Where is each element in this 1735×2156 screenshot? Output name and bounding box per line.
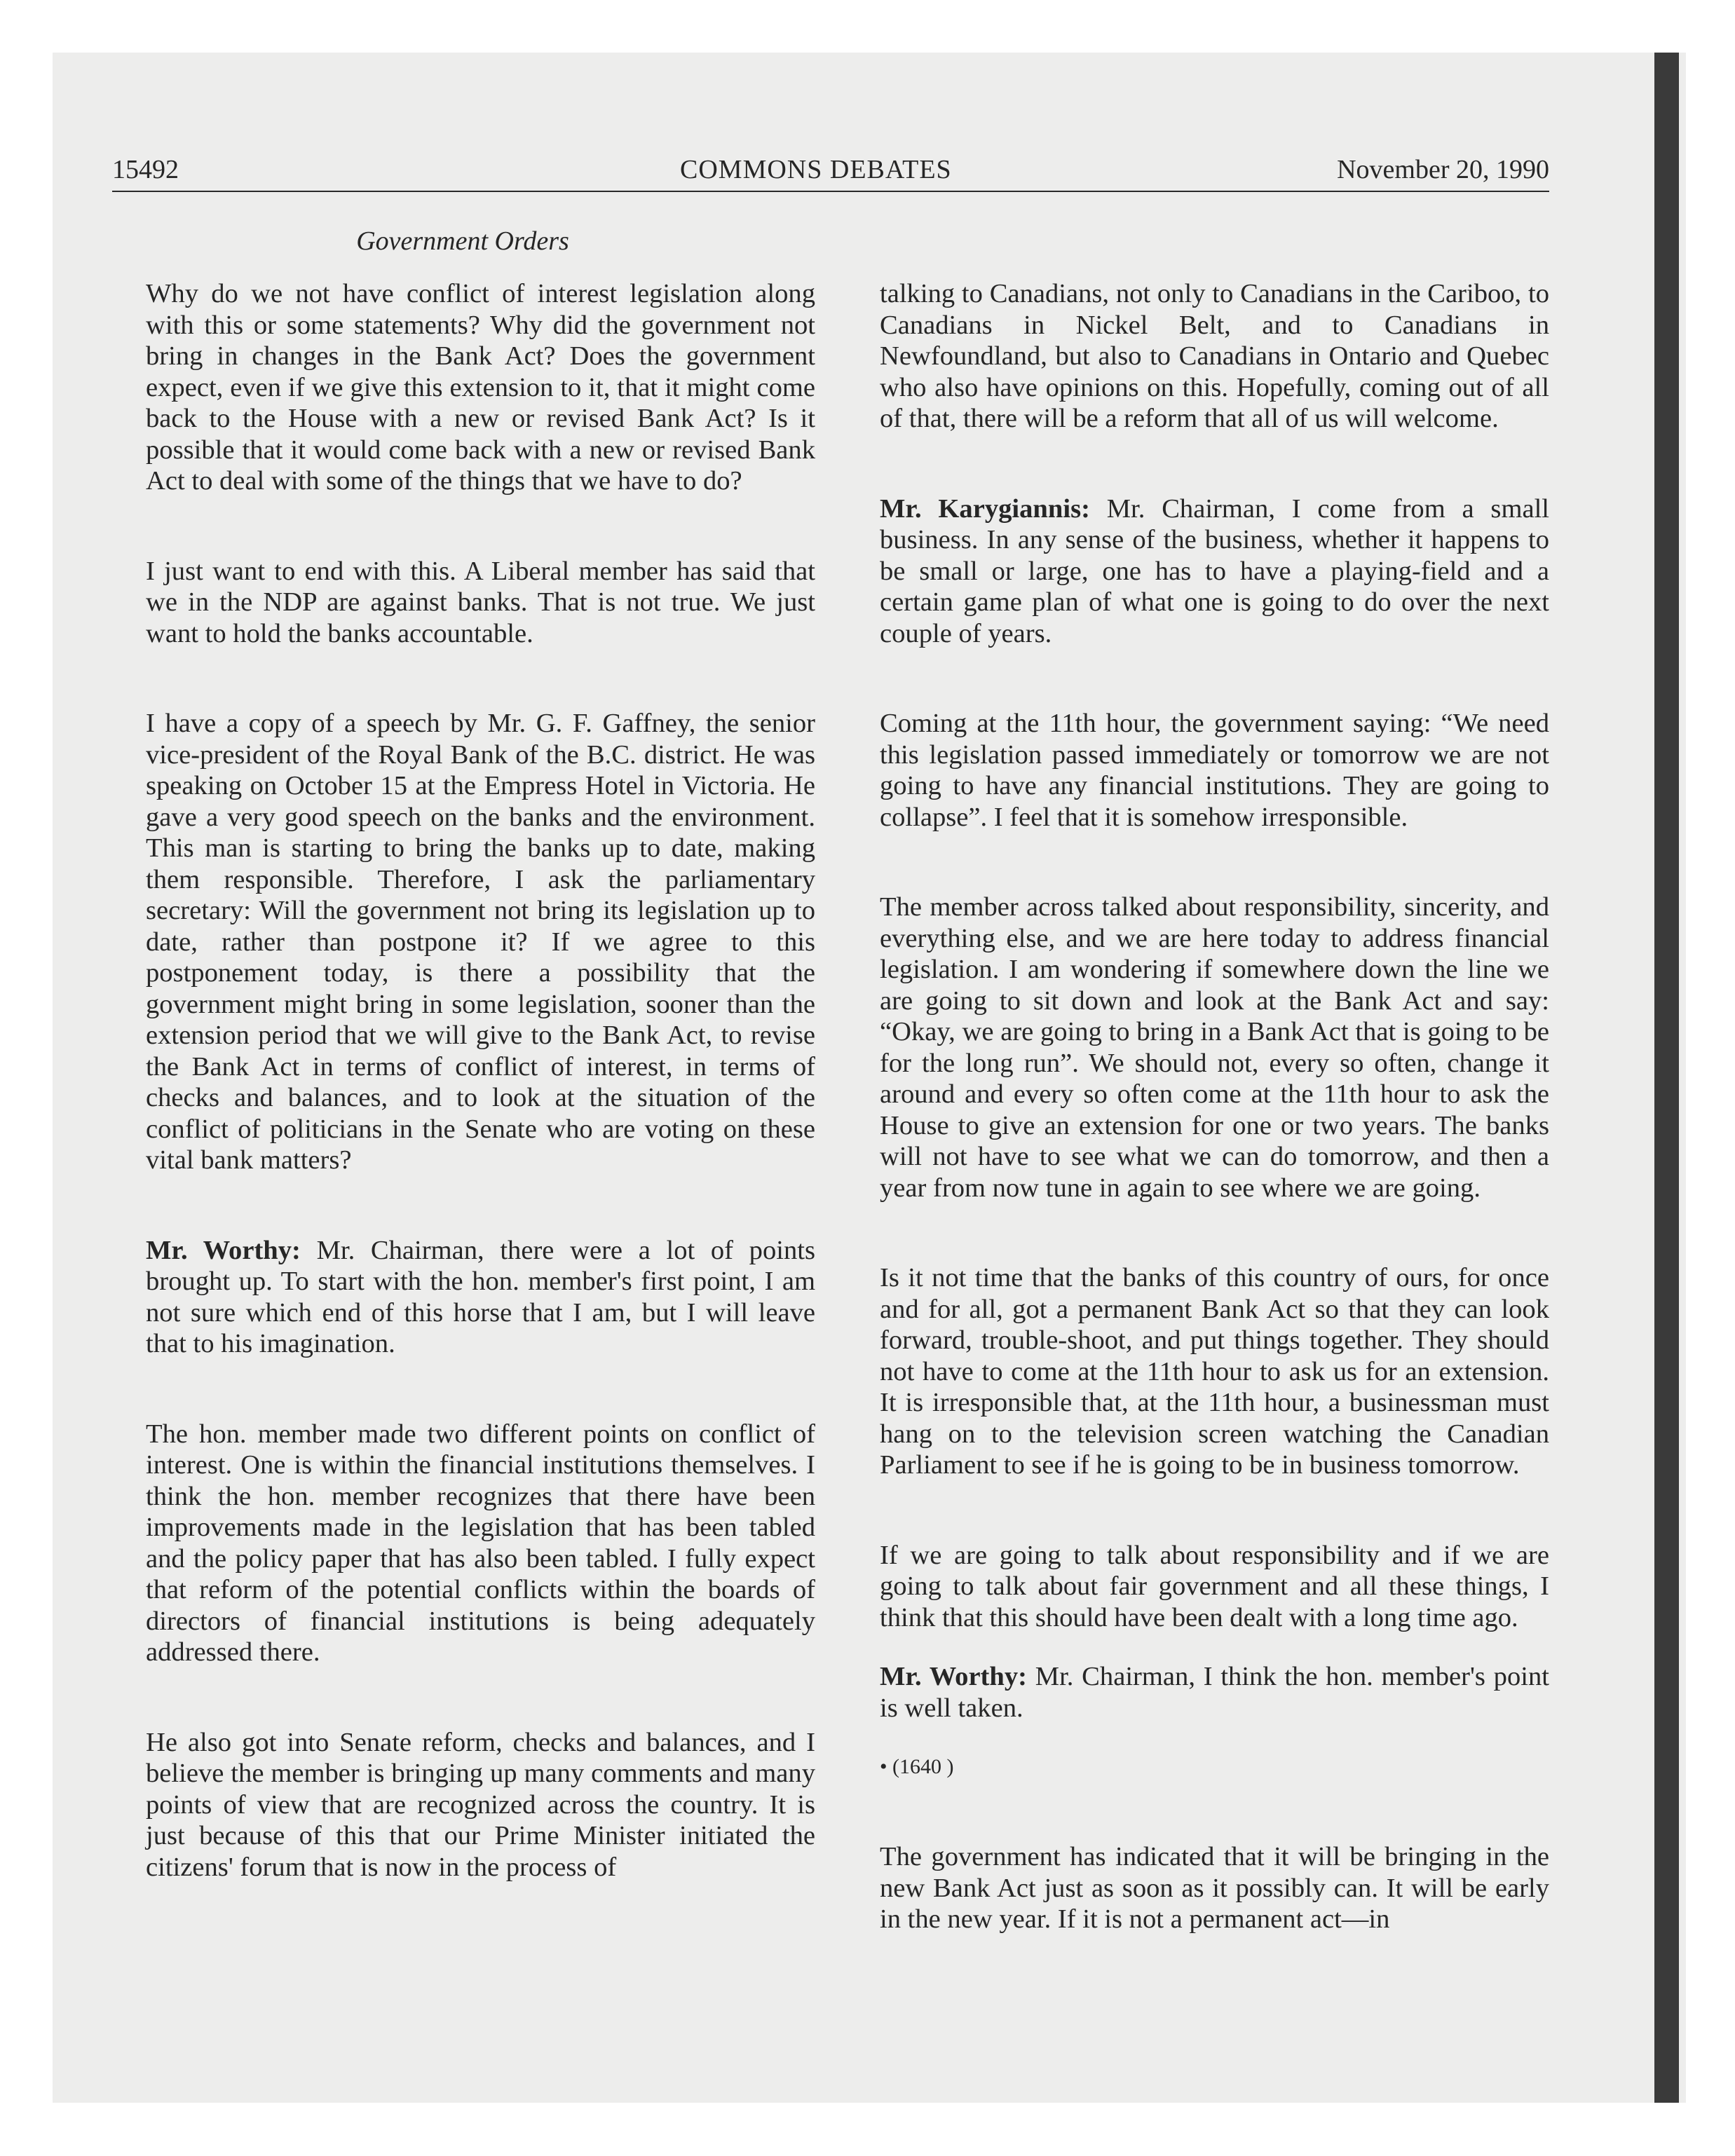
paragraph: Why do we not have conflict of interest legislation along with this or some statements? Why did the government not bring in changes in the Bank Act? Does the government expect, even if we give this extension to it, that it might come back to the House with a new or revised Bank Act? Is it possible that it would come back with a new or revised Bank Act to deal with some of the things that we have to do?: [146, 279, 815, 496]
speaker-name: Mr. Worthy:: [880, 1662, 1027, 1691]
paragraph: Coming at the 11th hour, the government saying: “We need this legislation passed immediately or tomorrow we are not going to have any financial institutions. They are going to collapse”. I feel that it is somehow irresponsible.: [880, 709, 1549, 832]
paragraph: talking to Canadians, not only to Canadians in the Cariboo, to Canadians in Nickel Belt, and to Canadians in Newfoundland, but also to Canadians in Ontario and Quebec who also have opinions on this. Hopefully, coming out of all of that, there will be a reform that all of us will welcome.: [880, 279, 1549, 433]
paragraph: The hon. member made two different points on conflict of interest. One is within the financial institutions themselves. I think the hon. member recognizes that there have been improvements made in the legislation that has been tabled and the policy paper that has also been tabled. I fully expect that reform of the potential conflicts within the boards of directors of financial institutions is being adequately addressed there.: [146, 1419, 815, 1667]
paragraph: If we are going to talk about responsibility and if we are going to talk about fair government and all these things, I think that this should have been dealt with a long time ago.: [880, 1540, 1549, 1632]
page-header: [112, 154, 1549, 189]
scan-edge-shadow: [1654, 53, 1679, 2103]
left-column: [146, 278, 815, 1883]
paragraph: Is it not time that the banks of this country of ours, for once and for all, got a permanent Bank Act so that they can look forward, trouble-shoot, and put things together. They should not have to come at the 11th hour to ask us for an extension. It is irresponsible that, at the 11th hour, a businessman must hang on to the television screen watching the Canadian Parliament to see if he is going to be in business tomorrow.: [880, 1263, 1549, 1480]
publication-date: November 20, 1990: [1337, 155, 1549, 184]
speech-text: Mr. Chairman, I come from a small business. In any sense of the business, whether it happens to be small or large, one has to have a playing-field and a certain game plan of what one is going to do over the next couple of years.: [880, 493, 1550, 648]
paragraph: I have a copy of a speech by Mr. G. F. Gaffney, the senior vice-president of the Royal Bank of the B.C. district. He was speaking on October 15 at the Empress Hotel in Victoria. He gave a very good speech on the banks and the environment. This man is starting to bring the banks up to date, making them responsible. Therefore, I ask the parliamentary secretary: Will the government not bring its legislation up to date, rather than postpone it? If we agree to this postponement today, is there a possibility that the government might bring in some legislation, sooner than the extension period that we will give to the Bank Act, to revise the Bank Act in terms of conflict of interest, in terms of checks and balances, and to look at the situation of the conflict of politicians in the Senate who are voting on these vital bank matters?: [146, 709, 815, 1175]
section-heading: Government Orders: [356, 226, 569, 256]
speech-text: Mr. Chairman, I think the hon. member's point is well taken.: [880, 1662, 1549, 1723]
right-column: [880, 278, 1549, 1935]
speech-text: Mr. Chairman, there were a lot of points brought up. To start with the hon. member's first point, I am not sure which end of this horse that I am, but I will leave that to his imagination.: [146, 1235, 815, 1358]
speaker-paragraph: [880, 1661, 1549, 1724]
paragraph: The member across talked about responsibility, sincerity, and everything else, and we are here today to address financial legislation. I am wondering if somewhere down the line we are going to sit down and look at the Bank Act and say: “Okay, we are going to bring in a Bank Act that is going to be for the long run”. We should not, every so often, change it around and every so often come at the 11th hour to ask the House to give an extension for one or two years. The banks will not have to see what we can do tomorrow, and then a year from now tune in again to see where we are going.: [880, 892, 1549, 1203]
speaker-name: Mr. Worthy:: [146, 1235, 301, 1265]
speaker-paragraph: [880, 493, 1549, 650]
timestamp: • (1640 ): [880, 1755, 954, 1778]
speaker-paragraph: [146, 1235, 815, 1360]
paragraph: The government has indicated that it will be bringing in the new Bank Act just as soon as it possibly can. It will be early in the new year. If it is not a permanent act—in: [880, 1842, 1549, 1934]
speaker-name: Mr. Karygiannis:: [880, 493, 1090, 524]
publication-title: COMMONS DEBATES: [680, 155, 952, 184]
paragraph: I just want to end with this. A Liberal member has said that we in the NDP are against banks. That is not true. We just want to hold the banks accountable.: [146, 556, 815, 648]
paragraph: He also got into Senate reform, checks and balances, and I believe the member is bringing up many comments and many points of view that are recognized across the country. It is just because of this that our Prime Minister initiated the citizens' forum that is now in the process of: [146, 1727, 815, 1882]
page-number: 15492: [112, 155, 179, 184]
header-rule: [112, 191, 1549, 192]
